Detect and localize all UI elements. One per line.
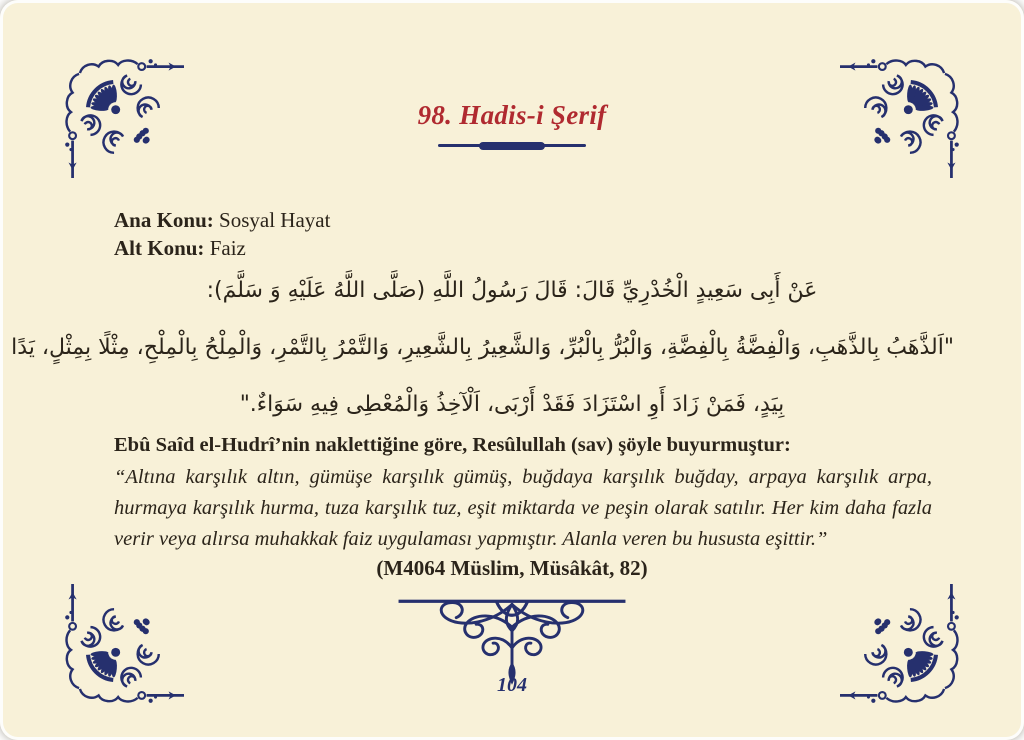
- hadith-arabic-text: [11, 262, 954, 433]
- arabic-line: بِيَدٍ، فَمَنْ زَادَ أَوِ اسْتَزَادَ فَقَدْ أَرْبَى، اَلْآخِذُ وَالْمُعْطِى فِيهِ سَوَاءٌ.": [239, 392, 785, 417]
- title-divider: [438, 144, 586, 147]
- arabic-line: عَنْ أَبِى سَعِيدٍ الْخُدْرِيِّ قَالَ: قَالَ رَسُولُ اللَّهِ (صَلَّى اللَّهُ عَلَيْهِ وَ سَلَّمَ):: [206, 278, 818, 303]
- main-topic-label: Ana Konu:: [114, 208, 214, 232]
- main-topic-value: Sosyal Hayat: [219, 208, 331, 232]
- narrator-line: Ebû Saîd el-Hudrî’nin naklettiğine göre, Resûlullah (sav) şöyle buyurmuştur:: [114, 434, 791, 456]
- sub-topic-label: Alt Konu:: [114, 236, 205, 260]
- page-title: 98. Hadis-i Şerif: [417, 100, 607, 130]
- topic-meta: [114, 206, 330, 262]
- arabic-line: "اَلذَّهَبُ بِالذَّهَبِ، وَالْفِضَّةُ بِالْفِضَّةِ، وَالْبُرُّ بِالْبُرِّ، وَالشَّعِيرُ بِالشَّعِيرِ، وَالتَّمْرُ بِالتَّمْرِ، وَالْمِلْحُ بِالْمِلْحِ، مِثْلًا بِمِثْلٍ، يَدًا: [11, 335, 954, 360]
- hadith-translation: “Altına karşılık altın, gümüşe karşılık gümüş, buğdaya karşılık buğday, arpaya karşılık arpa, hurmaya karşılık hurma, tuza karşılık tuz, eşit miktarda ve peşin olarak satılır. Her kim daha fazla verir veya alırsa muhakkak faiz uygulaması yapmıştır. Alanla veren bu hususta eşittir.”: [114, 466, 932, 550]
- main-topic-row: [114, 206, 330, 234]
- sub-topic-value: Faiz: [209, 236, 246, 260]
- page-number: 104: [497, 674, 527, 696]
- source-citation: (M4064 Müslim, Müsâkât, 82): [376, 556, 648, 580]
- sub-topic-row: [114, 234, 330, 262]
